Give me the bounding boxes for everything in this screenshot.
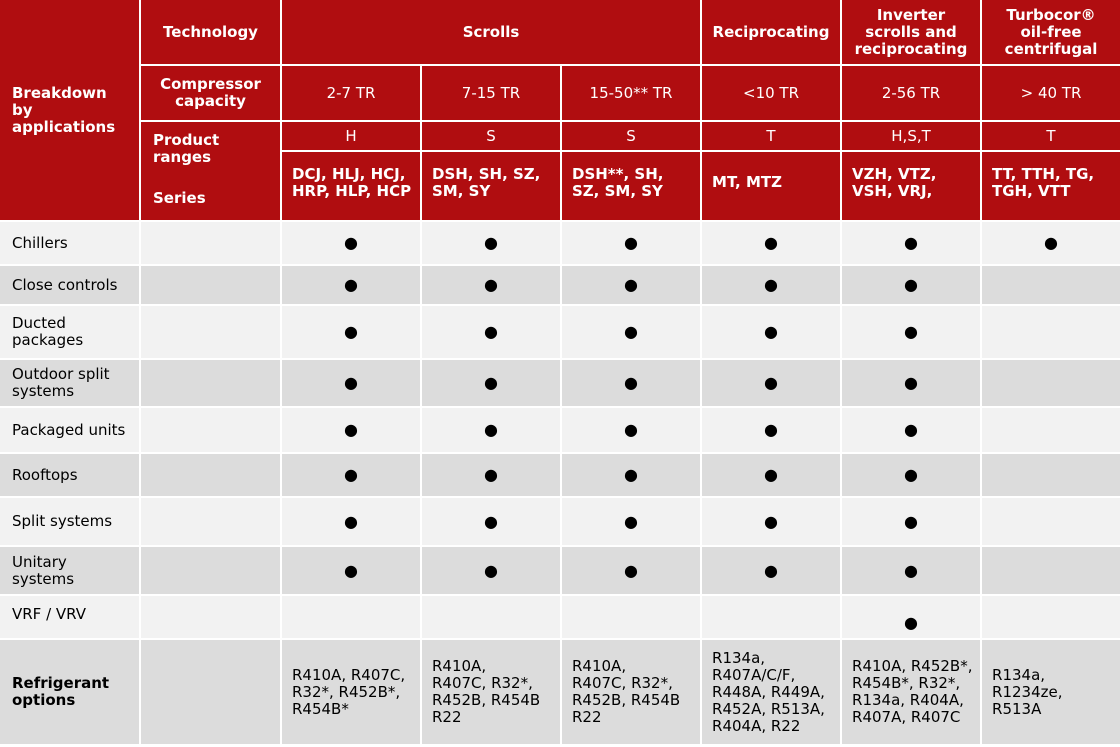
mark-cell [562, 266, 702, 306]
capacity-header [141, 66, 282, 122]
availability-dot: ● [624, 373, 638, 392]
mark-cell [562, 222, 702, 266]
availability-dot: ● [624, 233, 638, 252]
mark-cell [562, 596, 702, 640]
availability-dot: ● [904, 465, 918, 484]
refrigerant-label: Refrigerant options [0, 640, 141, 746]
application-name: VRF / VRV [0, 596, 141, 640]
series-list: MT, MTZ [712, 173, 782, 191]
mark-cell [562, 498, 702, 547]
series-column [982, 122, 1120, 222]
breakdown-header [0, 0, 141, 222]
availability-dot: ● [904, 613, 918, 632]
availability-dot: ● [484, 465, 498, 484]
turbocor-group-header: Turbocor® oil-free centrifugal [982, 0, 1120, 66]
mark-cell [842, 306, 982, 360]
mark-cell [702, 498, 842, 547]
mark-cell [282, 454, 422, 498]
mark-cell [702, 306, 842, 360]
application-name: Split systems [0, 498, 141, 547]
availability-dot: ● [484, 322, 498, 341]
mark-cell [982, 222, 1120, 266]
availability-dot: ● [484, 373, 498, 392]
availability-dot: ● [904, 511, 918, 531]
mark-cell [562, 547, 702, 596]
capacity-cell: <10 TR [702, 66, 842, 122]
series-column [422, 122, 562, 222]
mark-cell [842, 360, 982, 408]
mark-cell [422, 360, 562, 408]
capacity-cell: > 40 TR [982, 66, 1120, 122]
inverter-group-header: Inverter scrolls and reciprocating [842, 0, 982, 66]
availability-dot: ● [764, 465, 778, 484]
table-row [0, 498, 1120, 547]
series-column [842, 122, 982, 222]
series-list: DSH, SH, SZ, SM, SY [432, 165, 541, 200]
application-name: Unitary systems [0, 547, 141, 596]
availability-dot: ● [344, 560, 358, 580]
availability-dot: ● [624, 465, 638, 484]
mark-cell [702, 408, 842, 454]
refrigerant-cell: R134a, R407A/C/F, R448A, R449A, R452A, R513A, R404A, R22 [702, 640, 842, 746]
mark-cell [982, 596, 1120, 640]
series-label: Series [153, 189, 206, 207]
availability-dot: ● [344, 373, 358, 392]
series-column [562, 122, 702, 222]
series-list: TT, TTH, TG, TGH, VTT [992, 165, 1095, 200]
mark-cell [282, 408, 422, 454]
availability-dot: ● [484, 560, 498, 580]
availability-dot: ● [624, 511, 638, 531]
availability-dot: ● [484, 233, 498, 252]
mark-cell [982, 498, 1120, 547]
mark-cell [562, 454, 702, 498]
series-column [282, 122, 422, 222]
mark-cell [422, 596, 562, 640]
application-name: Close controls [0, 266, 141, 306]
availability-dot: ● [484, 275, 498, 294]
refrigerant-cell: R410A, R407C, R32*, R452B*, R454B* [282, 640, 422, 746]
product-range: S [422, 122, 560, 152]
application-name: Outdoor split systems [0, 360, 141, 408]
availability-dot: ● [764, 560, 778, 580]
refrigerant-cell: R410A, R407C, R32*, R452B, R454B R22 [422, 640, 562, 746]
availability-dot: ● [904, 373, 918, 392]
capacity-cell: 2-56 TR [842, 66, 982, 122]
mark-cell [842, 266, 982, 306]
mark-cell [282, 222, 422, 266]
availability-dot: ● [344, 322, 358, 341]
mark-cell [422, 306, 562, 360]
mark-cell [562, 360, 702, 408]
reciprocating-group-header: Reciprocating [702, 0, 842, 66]
mark-cell [702, 222, 842, 266]
mark-cell [982, 454, 1120, 498]
application-name: Packaged units [0, 408, 141, 454]
availability-dot: ● [344, 465, 358, 484]
table-row [0, 222, 1120, 266]
mark-cell [562, 408, 702, 454]
table-row [0, 360, 1120, 408]
availability-dot: ● [344, 420, 358, 439]
scrolls-group-header: Scrolls [282, 0, 702, 66]
mark-cell [982, 547, 1120, 596]
availability-dot: ● [764, 275, 778, 294]
refrigerant-cell: R410A, R407C, R32*, R452B, R454B R22 [562, 640, 702, 746]
refrigerant-row [0, 640, 1120, 746]
mark-cell [982, 360, 1120, 408]
availability-dot: ● [764, 511, 778, 531]
mark-cell [842, 547, 982, 596]
table-row [0, 408, 1120, 454]
mark-cell [282, 360, 422, 408]
product-ranges-label: Product ranges [153, 131, 220, 166]
mark-cell [282, 306, 422, 360]
table-row [0, 454, 1120, 498]
availability-dot: ● [484, 511, 498, 531]
refrigerant-cell: R410A, R452B*, R454B*, R32*, R134a, R404A, R407A, R407C [842, 640, 982, 746]
mark-cell [702, 454, 842, 498]
availability-dot: ● [764, 233, 778, 252]
mark-cell [422, 454, 562, 498]
availability-dot: ● [764, 322, 778, 341]
technology-header [141, 0, 282, 66]
availability-dot: ● [624, 322, 638, 341]
mark-cell [282, 596, 422, 640]
availability-dot: ● [764, 420, 778, 439]
series-list: DSH**, SH, SZ, SM, SY [572, 165, 664, 200]
table-row [0, 596, 1120, 640]
availability-dot: ● [904, 420, 918, 439]
series-list: VZH, VTZ, VSH, VRJ, [852, 165, 937, 200]
product-range: H [282, 122, 420, 152]
refrigerant-cell: R134a, R1234ze, R513A [982, 640, 1120, 746]
availability-dot: ● [484, 420, 498, 439]
mark-cell [422, 498, 562, 547]
product-range: T [702, 122, 840, 152]
mark-cell [702, 360, 842, 408]
mark-cell [282, 266, 422, 306]
capacity-cell: 7-15 TR [422, 66, 562, 122]
availability-dot: ● [344, 233, 358, 252]
series-column [702, 122, 842, 222]
mark-cell [842, 222, 982, 266]
mark-cell [422, 408, 562, 454]
mark-cell [422, 266, 562, 306]
availability-dot: ● [904, 322, 918, 341]
availability-dot: ● [904, 560, 918, 580]
mark-cell [702, 266, 842, 306]
availability-dot: ● [1044, 233, 1058, 252]
availability-dot: ● [624, 420, 638, 439]
application-name: Chillers [0, 222, 141, 266]
technology-label: Technology [163, 22, 258, 41]
series-list: DCJ, HLJ, HCJ, HRP, HLP, HCP [292, 165, 412, 200]
mark-cell [842, 454, 982, 498]
availability-dot: ● [764, 373, 778, 392]
mark-cell [842, 596, 982, 640]
mark-cell [982, 408, 1120, 454]
availability-dot: ● [624, 560, 638, 580]
application-name: Ducted packages [0, 306, 141, 360]
capacity-cell: 15-50** TR [562, 66, 702, 122]
mark-cell [282, 498, 422, 547]
table-row [0, 547, 1120, 596]
product-range: H,S,T [842, 122, 980, 152]
availability-dot: ● [624, 275, 638, 294]
breakdown-label: Breakdown by applications [12, 83, 116, 136]
mark-cell [982, 266, 1120, 306]
availability-dot: ● [344, 275, 358, 294]
table-row [0, 306, 1120, 360]
product-range: S [562, 122, 700, 152]
capacity-cell: 2-7 TR [282, 66, 422, 122]
mark-cell [562, 306, 702, 360]
table-row [0, 266, 1120, 306]
mark-cell [422, 547, 562, 596]
mark-cell [842, 498, 982, 547]
availability-dot: ● [904, 233, 918, 252]
capacity-label: Compressor capacity [160, 75, 261, 110]
mark-cell [282, 547, 422, 596]
availability-dot: ● [904, 275, 918, 294]
availability-dot: ● [344, 511, 358, 531]
mark-cell [422, 222, 562, 266]
application-name: Rooftops [0, 454, 141, 498]
mark-cell [702, 547, 842, 596]
product-range: T [982, 122, 1120, 152]
product-ranges-header [141, 122, 282, 222]
mark-cell [702, 596, 842, 640]
mark-cell [842, 408, 982, 454]
mark-cell [982, 306, 1120, 360]
